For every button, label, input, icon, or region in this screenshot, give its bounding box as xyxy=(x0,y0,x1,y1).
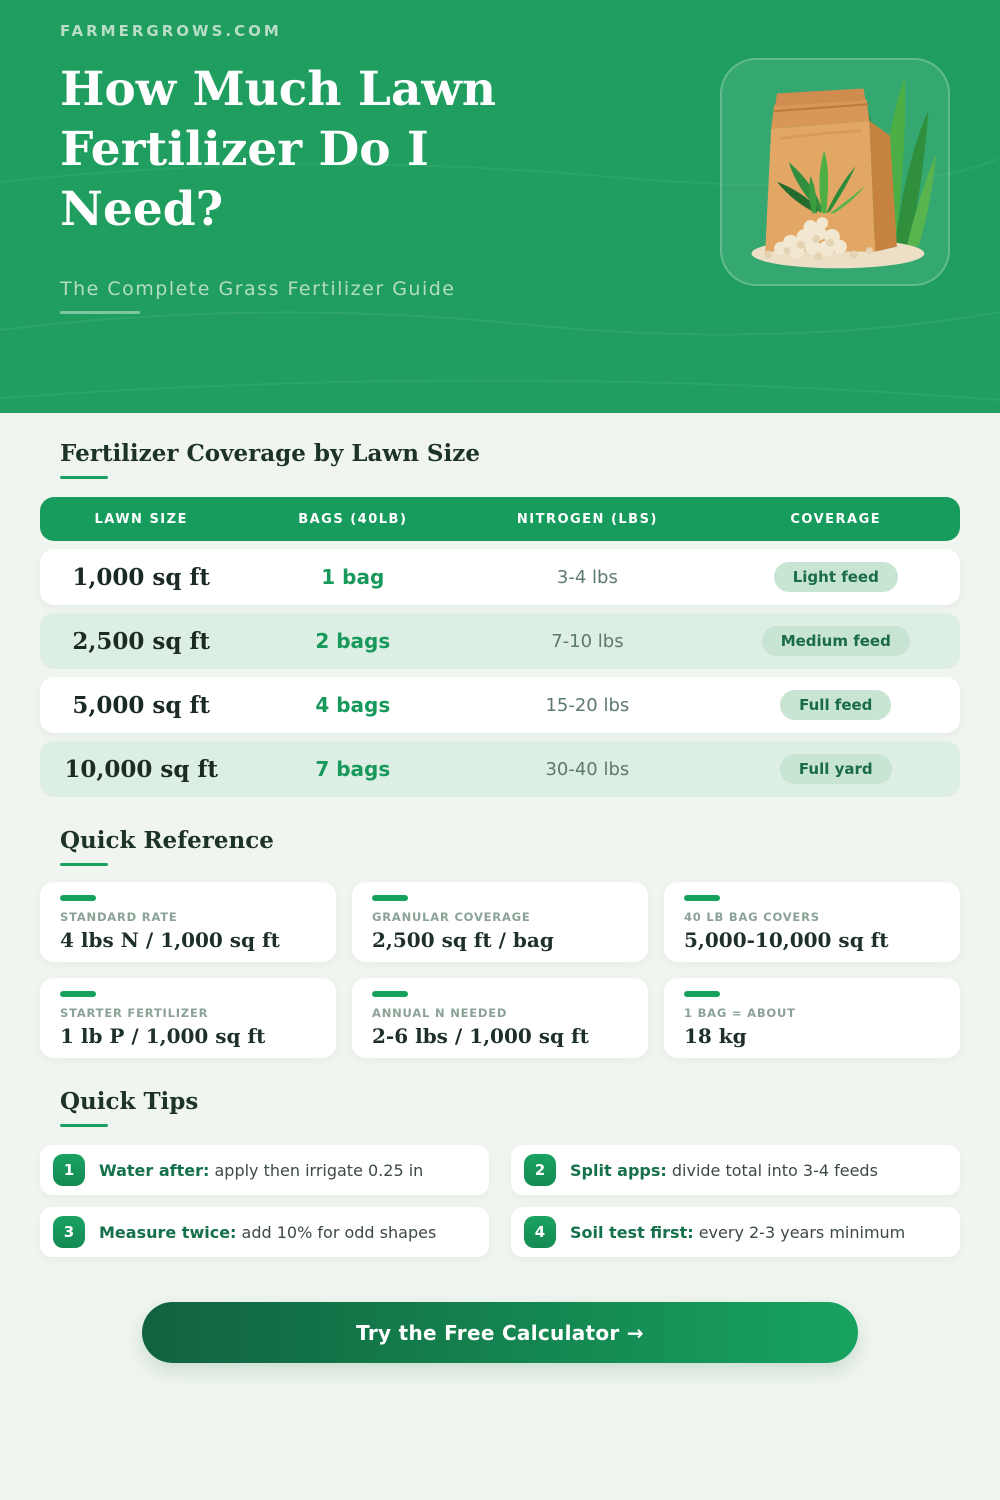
column-header-coverage: COVERAGE xyxy=(790,511,882,527)
table-row xyxy=(40,741,960,797)
reference-card xyxy=(664,978,960,1058)
card-label: ANNUAL N NEEDED xyxy=(372,1006,508,1020)
tip-text xyxy=(99,1223,436,1242)
hero-banner xyxy=(0,0,1000,413)
tip-text xyxy=(99,1161,423,1180)
bags-cell: 2 bags xyxy=(315,629,391,653)
bags-cell: 4 bags xyxy=(315,693,391,717)
coverage-badge: Medium feed xyxy=(762,626,910,656)
card-label: 40 LB BAG COVERS xyxy=(684,910,820,924)
card-value: 4 lbs N / 1,000 sq ft xyxy=(60,928,280,952)
card-accent-dash xyxy=(60,895,96,901)
tip-label: Split apps: xyxy=(570,1160,667,1180)
card-label: STARTER FERTILIZER xyxy=(60,1006,209,1020)
card-value: 2-6 lbs / 1,000 sq ft xyxy=(372,1024,589,1048)
table-section-heading: Fertilizer Coverage by Lawn Size xyxy=(60,440,480,467)
table-row xyxy=(40,613,960,669)
table-row xyxy=(40,549,960,605)
column-header-bags: BAGS (40LB) xyxy=(298,511,408,527)
free-calculator-button[interactable]: Try the Free Calculator → xyxy=(142,1302,858,1363)
nitrogen-cell: 30-40 lbs xyxy=(545,758,630,780)
heading-underline xyxy=(60,476,108,479)
page-title xyxy=(60,60,620,240)
tip-label: Soil test first: xyxy=(570,1222,694,1242)
tip-item xyxy=(40,1207,489,1257)
heading-underline xyxy=(60,863,108,866)
title-line-1: How Much Lawn xyxy=(60,62,497,117)
quick-tips-grid xyxy=(40,1145,960,1257)
tip-item xyxy=(511,1207,960,1257)
quick-reference-heading: Quick Reference xyxy=(60,827,274,854)
lawn-size-cell: 2,500 sq ft xyxy=(72,627,210,655)
table-header-row xyxy=(40,497,960,541)
tip-label: Water after: xyxy=(99,1160,210,1180)
nitrogen-cell: 3-4 lbs xyxy=(556,566,618,588)
fertilizer-bag-icon xyxy=(722,60,948,284)
lawn-size-cell: 10,000 sq ft xyxy=(64,755,218,783)
reference-card xyxy=(40,882,336,962)
subtitle-underline xyxy=(60,311,140,314)
reference-card xyxy=(352,978,648,1058)
page-subtitle: The Complete Grass Fertilizer Guide xyxy=(60,278,456,300)
tip-detail: add 10% for odd shapes xyxy=(236,1222,437,1242)
reference-card xyxy=(40,978,336,1058)
coverage-badge: Full yard xyxy=(780,754,892,784)
column-header-lawn-size: LAWN SIZE xyxy=(94,511,188,527)
bags-cell: 1 bag xyxy=(321,565,385,589)
card-accent-dash xyxy=(684,895,720,901)
card-value: 18 kg xyxy=(684,1024,747,1048)
bags-cell: 7 bags xyxy=(315,757,391,781)
tip-item xyxy=(511,1145,960,1195)
tip-item xyxy=(40,1145,489,1195)
title-line-3: Need? xyxy=(60,182,224,237)
card-value: 2,500 sq ft / bag xyxy=(372,928,554,952)
coverage-badge: Full feed xyxy=(780,690,891,720)
card-accent-dash xyxy=(372,895,408,901)
card-label: STANDARD RATE xyxy=(60,910,178,924)
reference-card xyxy=(664,882,960,962)
coverage-badge: Light feed xyxy=(774,562,898,592)
tip-label: Measure twice: xyxy=(99,1222,237,1242)
card-label: 1 BAG = ABOUT xyxy=(684,1006,796,1020)
card-value: 5,000-10,000 sq ft xyxy=(684,928,889,952)
lawn-size-cell: 1,000 sq ft xyxy=(72,563,210,591)
card-label: GRANULAR COVERAGE xyxy=(372,910,531,924)
reference-card xyxy=(352,882,648,962)
nitrogen-cell: 7-10 lbs xyxy=(551,630,624,652)
tip-detail: every 2-3 years minimum xyxy=(693,1222,906,1242)
tip-detail: apply then irrigate 0.25 in xyxy=(209,1160,424,1180)
tip-number-badge: 3 xyxy=(53,1216,85,1248)
card-value: 1 lb P / 1,000 sq ft xyxy=(60,1024,266,1048)
content-area xyxy=(0,413,1000,1363)
tip-number-badge: 2 xyxy=(524,1154,556,1186)
quick-reference-grid xyxy=(40,882,960,1058)
coverage-table xyxy=(40,497,960,797)
tip-number-badge: 1 xyxy=(53,1154,85,1186)
tip-detail: divide total into 3-4 feeds xyxy=(666,1160,878,1180)
nitrogen-cell: 15-20 lbs xyxy=(545,694,630,716)
lawn-size-cell: 5,000 sq ft xyxy=(72,691,210,719)
tip-number-badge: 4 xyxy=(524,1216,556,1248)
fertilizer-illustration-card xyxy=(720,58,950,286)
card-accent-dash xyxy=(60,991,96,997)
tip-text xyxy=(570,1161,878,1180)
title-line-2: Fertilizer Do I xyxy=(60,122,429,177)
column-header-nitrogen: NITROGEN (LBS) xyxy=(516,511,658,527)
table-row xyxy=(40,677,960,733)
brand-url: FARMERGROWS.COM xyxy=(60,22,282,40)
quick-tips-heading: Quick Tips xyxy=(60,1088,199,1115)
tip-text xyxy=(570,1223,905,1242)
heading-underline xyxy=(60,1124,108,1127)
card-accent-dash xyxy=(372,991,408,997)
card-accent-dash xyxy=(684,991,720,997)
cta-section xyxy=(40,1302,960,1363)
